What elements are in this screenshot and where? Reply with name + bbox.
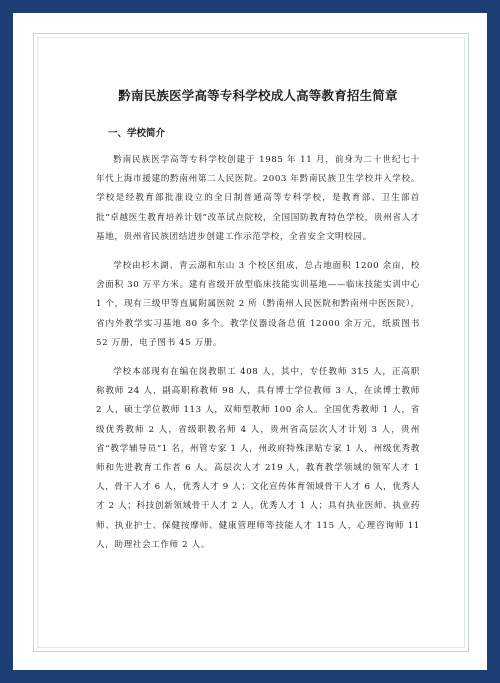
paragraph-faculty: 学校本部现有在编在岗教职工 408 人，其中，专任教师 315 人，正高职称教师 24 人，副高职称教师 98 人，具有博士学位教师 3 人，在读博士教师 2 人，硕士学位教师 113 人，双师型教师 100 余人。全国优秀教师 1 人，省级优秀教师 2 人，省级职教名师 4 人，贵州省高层次人才计划 3 人，贵州省“教学辅导员”1 名，州管专家 1 人，州政府特殊津贴专家 1 人，州级优秀教师和先进教育工作者 6 人。高层次人才 219 人，教育教学领域的领军人才 1 人，骨干人才 6 人，优秀人才 9 人；文化宣传体育领域骨干人才 6 人，优秀人才 2 人；科技创新领域骨干人才 2 人，优秀人才 1 人；具有执业医师、执业药师、执业护士、保健按摩师、健康管理师等技能人才 115 人，心理咨询师 11 人，助理社会工作师 2 人。 <box>96 367 420 550</box>
document-body <box>96 86 420 555</box>
paragraph-history: 黔南民族医学高等专科学校创建于 1985 年 11 月，前身为二十世纪七十年代上海市援建的黔南州第二人民医院。2003 年黔南民族卫生学校并入学校。学校是经教育部批准设立的全日制普通高等专科学校，是教育部、卫生部首批“卓越医生教育培养计划”改革试点院校，全国国防教育特色学校，贵州省人才基地，贵州省民族团结进步创建工作示范学校，全省安全文明校园。 <box>96 155 420 242</box>
document-title: 黔南民族医学高等专科学校成人高等教育招生简章 <box>118 88 398 103</box>
paragraph-campus: 学校由杉木湖、青云湖和东山 3 个校区组成，总占地面积 1200 余亩，校舍面积 30 万平方米。建有省级开放型临床技能实训基地——临床技能实训中心 1 个，现有三级甲等直属附属医院 2 所（黔南州人民医院和黔南州中医医院），省内外教学实习基地 80 多个。教学仪器设备总值 12000 余万元，纸质图书 52 万册，电子图书 45 万册。 <box>96 261 420 348</box>
section-heading-school-intro: 一、学校简介 <box>108 128 166 139</box>
